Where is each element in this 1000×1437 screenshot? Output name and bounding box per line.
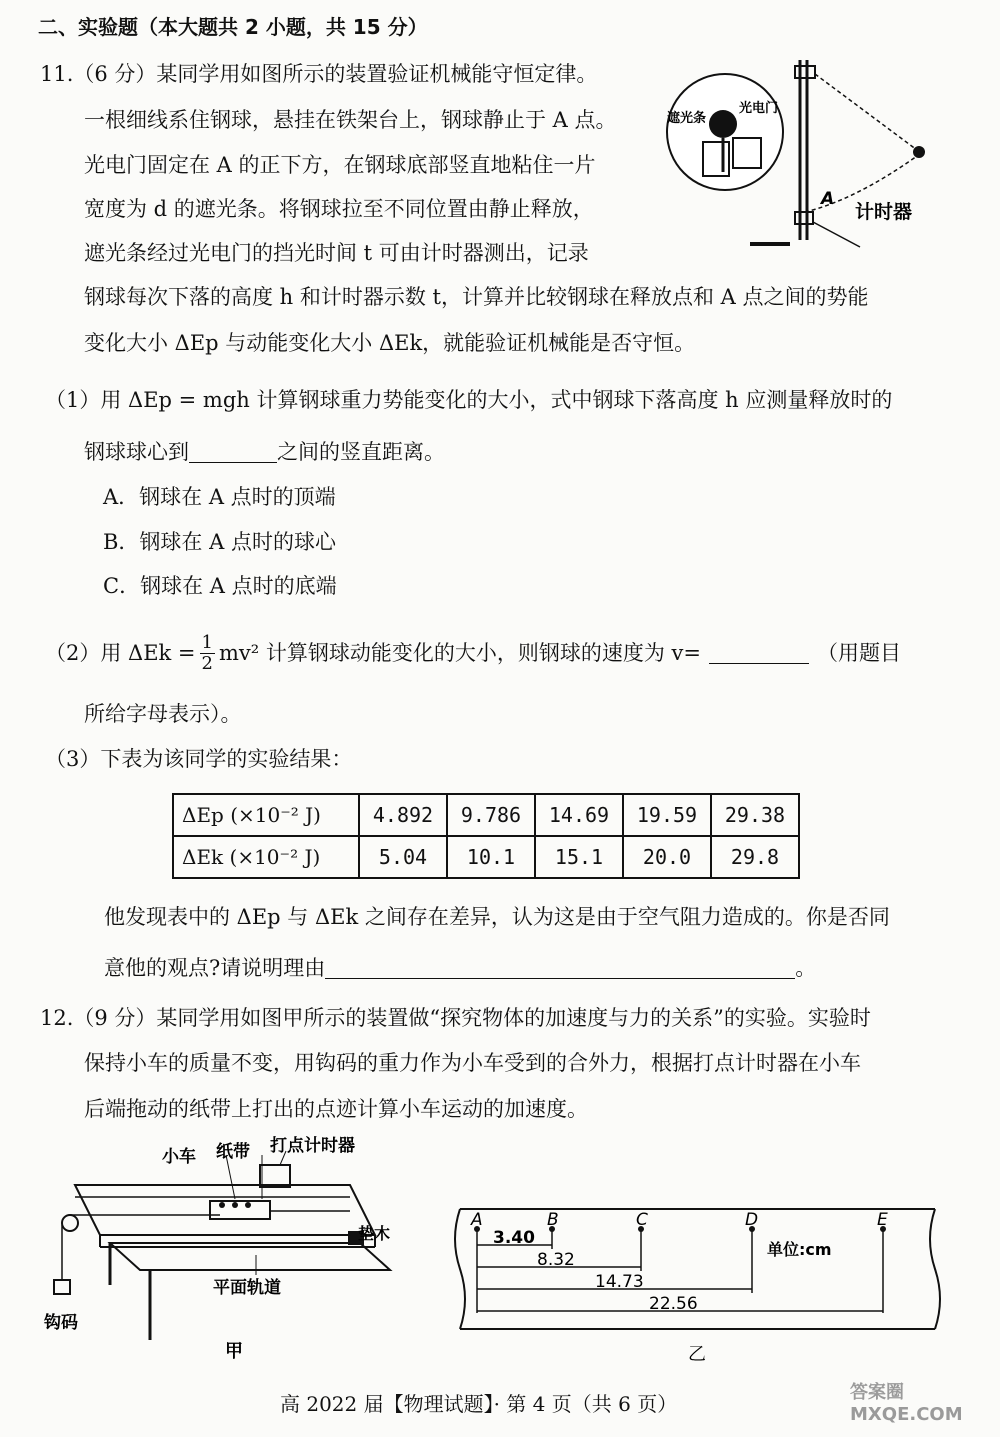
q11-p1-post: 之间的竖直距离。 (277, 440, 445, 464)
point-c: C (636, 1210, 648, 1230)
row-label: ΔEk (×10⁻² J) (173, 836, 359, 878)
answer-blank-1[interactable] (189, 442, 277, 463)
q11-line-3: 光电门固定在 A 的正下方，在钢球底部竖直地粘住一片 (84, 153, 596, 177)
label-track: 平面轨道 (213, 1278, 281, 1298)
answer-blank-3[interactable] (325, 958, 795, 979)
q11-p2-mid: mv² 计算钢球动能变化的大小，则钢球的速度为 v= (218, 640, 701, 665)
section-title: 二、实验题（本大题共 2 小题，共 15 分） (38, 15, 428, 39)
label-car: 小车 (162, 1147, 196, 1167)
q11-line-1: 11.（6 分）某同学用如图所示的装置验证机械能守恒定律。 (40, 62, 598, 86)
dist-ad: 14.73 (595, 1272, 644, 1292)
q11-line-6: 钢球每次下落的高度 h 和计时器示数 t，计算并比较钢球在释放点和 A 点之间的势能 (84, 285, 869, 309)
dist-ae: 22.56 (649, 1294, 698, 1314)
label-weight: 钩码 (44, 1313, 78, 1333)
q11-line-4: 宽度为 d 的遮光条。将钢球拉至不同位置由静止释放， (84, 197, 594, 221)
q11-p2-line1 (45, 628, 901, 678)
table-cell: 20.0 (623, 836, 711, 878)
point-b: B (547, 1210, 559, 1230)
label-a: A (821, 189, 835, 209)
table-cell: 5.04 (359, 836, 447, 878)
figure-jia (30, 1135, 430, 1370)
table-cell: 15.1 (535, 836, 623, 878)
q12-line-1: 12.（9 分）某同学用如图甲所示的装置做“探究物体的加速度与力的关系”的实验。实验时 (40, 1006, 871, 1030)
table-cell: 14.69 (535, 794, 623, 836)
q11-p3-post: 。 (795, 956, 817, 980)
q11-p1-line2 (84, 442, 445, 463)
results-table (172, 793, 800, 879)
option-b: B．钢球在 A 点时的球心 (103, 530, 336, 554)
q11-p3-line2 (104, 958, 816, 979)
point-a: A (471, 1210, 483, 1230)
q11-p3-intro: （3）下表为该同学的实验结果： (45, 747, 353, 771)
caption-jia: 甲 (225, 1341, 243, 1362)
label-timer: 计时器 (855, 201, 913, 223)
q11-p2-line2: 所给字母表示）。 (84, 702, 242, 726)
label-timer-2: 打点计时器 (270, 1136, 355, 1156)
q11-p3-line1: 他发现表中的 ΔEp 与 ΔEk 之间存在差异，认为这是由于空气阻力造成的。你是否同 (104, 905, 890, 929)
q11-line-2: 一根细线系住钢球，悬挂在铁架台上，钢球静止于 A 点。 (84, 108, 617, 132)
frac-den: 2 (201, 652, 213, 674)
unit-label: 单位:cm (767, 1240, 832, 1259)
table-row (173, 836, 799, 878)
figure-yi (445, 1195, 965, 1370)
fraction-half (200, 633, 215, 674)
label-shield: 遮光条 (667, 111, 707, 126)
caption-yi: 乙 (688, 1344, 706, 1365)
dist-ac: 8.32 (537, 1250, 575, 1270)
point-e: E (877, 1210, 888, 1230)
option-c: C．钢球在 A 点时的底端 (103, 574, 337, 598)
table-cell: 9.786 (447, 794, 535, 836)
table-cell: 19.59 (623, 794, 711, 836)
pendulum-figure (655, 52, 955, 262)
row-label: ΔEp (×10⁻² J) (173, 794, 359, 836)
label-block: 垫木 (358, 1224, 391, 1243)
label-tape: 纸带 (216, 1142, 250, 1162)
q12-line-3: 后端拖动的纸带上打出的点迹计算小车运动的加速度。 (84, 1097, 588, 1121)
point-d: D (745, 1210, 759, 1230)
q11-p2-post: （用题目 (817, 640, 901, 665)
watermark-logo: 答案圈 MXQE.COM (850, 1382, 963, 1425)
q11-line-5: 遮光条经过光电门的挡光时间 t 可由计时器测出，记录 (84, 241, 589, 265)
q11-p1-line1: （1）用 ΔEp = mgh 计算钢球重力势能变化的大小，式中钢球下落高度 h 应测量释放时的 (45, 388, 893, 412)
q11-p1-pre: 钢球球心到 (84, 440, 189, 464)
q11-p2-pre: （2）用 ΔEk = (45, 640, 196, 665)
table-row (173, 794, 799, 836)
label-gate: 光电门 (739, 101, 779, 116)
q11-p3-pre: 意他的观点?请说明理由 (104, 956, 326, 980)
frac-num: 1 (201, 631, 213, 653)
table-cell: 4.892 (359, 794, 447, 836)
table-cell: 10.1 (447, 836, 535, 878)
q12-line-2: 保持小车的质量不变，用钩码的重力作为小车受到的合外力，根据打点计时器在小车 (84, 1051, 861, 1075)
dist-ab: 3.40 (493, 1228, 535, 1248)
q11-line-7: 变化大小 ΔEp 与动能变化大小 ΔEk，就能验证机械能是否守恒。 (84, 331, 696, 355)
answer-blank-2[interactable] (709, 643, 809, 664)
page-footer: 高 2022 届【物理试题】· 第 4 页（共 6 页） (280, 1392, 678, 1416)
option-a: A．钢球在 A 点时的顶端 (103, 485, 336, 509)
table-cell: 29.8 (711, 836, 799, 878)
table-cell: 29.38 (711, 794, 799, 836)
